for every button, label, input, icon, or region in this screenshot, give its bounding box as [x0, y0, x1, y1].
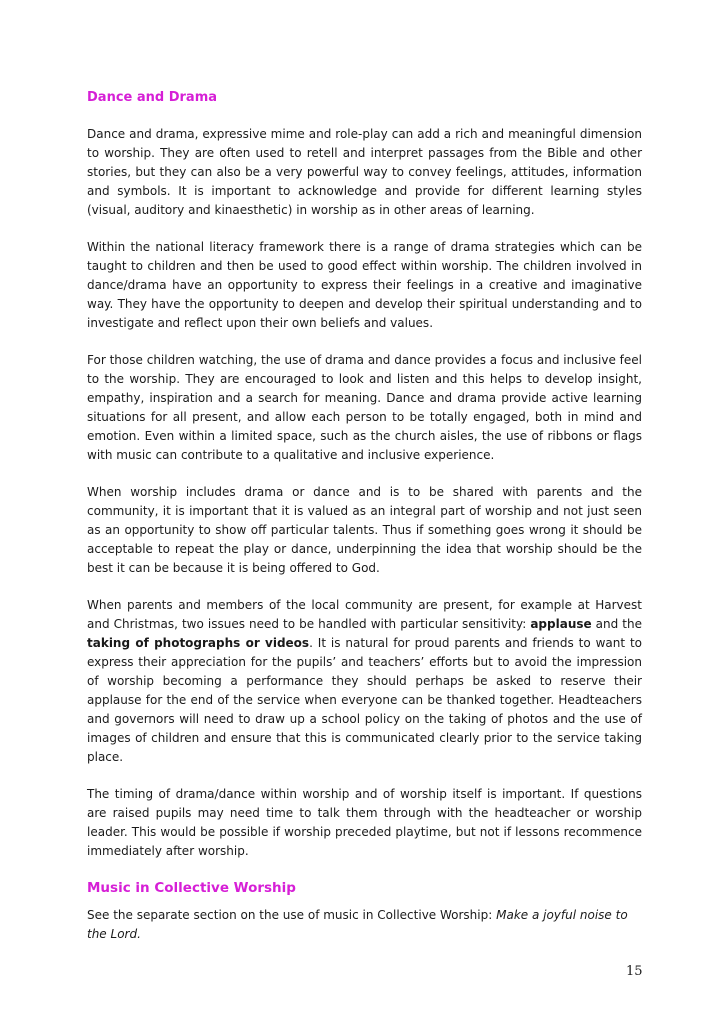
paragraph-text: . It is natural for proud parents and friends to want to express their appreciation for the pupils’ and teachers’ efforts but to avoid the impression of worship becoming a performance they should perhaps be asked to reserve their applause for the end of the service when everyone can be thanked together. Headteachers and governors will need to draw up a school policy on the taking of photos and the use of images of children and ensure that this is communicated clearly prior to the service taking place. [87, 636, 643, 764]
paragraph-parents-community [87, 596, 642, 767]
paragraph-text: See the separate section on the use of music in Collective Worship: [87, 908, 497, 922]
paragraph-children-watching: For those children watching, the use of drama and dance provides a focus and inclusive feel to the worship. They are encouraged to look and listen and this helps to develop insight, empathy, inspiration and a search for meaning. Dance and drama provide active learning situations for all present, and allow each person to be totally engaged, both in mind and emotion. Even within a limited space, such as the church aisles, the use of ribbons or flags with music can contribute to a qualitative and inclusive experience. [87, 353, 642, 462]
page-number: 15 [626, 964, 643, 979]
paragraph-text: and the [591, 617, 642, 631]
section-heading-music: Music in Collective Worship [87, 880, 296, 896]
emphasis-applause: applause [530, 617, 592, 631]
section-reference-title: Make a joyful noise to the Lord. [87, 908, 628, 941]
paragraph-music [87, 906, 642, 944]
section-heading-dance-drama: Dance and Drama [87, 90, 218, 105]
paragraph-text: When parents and members of the local community are present, for example at Harvest and Christmas, two issues need to be handled with particular sensitivity: [87, 598, 642, 631]
paragraph-literacy-framework: Within the national literacy framework there is a range of drama strategies which can be taught to children and then be used to good effect within worship. The children involved in dance/drama have an opportunity to express their feelings in a creative and imaginative way. They have the opportunity to deepen and develop their spiritual understanding and to investigate and reflect upon their own beliefs and values. [87, 240, 642, 330]
emphasis-photographs: taking of photographs or videos [87, 636, 310, 650]
paragraph-timing: The timing of drama/dance within worship and of worship itself is important. If questions are raised pupils may need time to talk them through with the headteacher or worship leader. This would be possible if worship preceded playtime, but not if lessons recommence immediately after worship. [87, 787, 642, 858]
paragraph-shared-worship: When worship includes drama or dance and is to be shared with parents and the community, it is important that it is valued as an integral part of worship and not just seen as an opportunity to show off particular talents. Thus if something goes wrong it should be acceptable to repeat the play or dance, underpinning the idea that worship should be the best it can be because it is being offered to God. [87, 485, 642, 575]
paragraph-dance-intro: Dance and drama, expressive mime and role-play can add a rich and meaningful dimension to worship. They are often used to retell and interpret passages from the Bible and other stories, but they can also be a very powerful way to convey feelings, attitudes, information and symbols. It is important to acknowledge and provide for different learning styles (visual, auditory and kinaesthetic) in worship as in other areas of learning. [87, 127, 642, 217]
page-content [87, 88, 642, 944]
